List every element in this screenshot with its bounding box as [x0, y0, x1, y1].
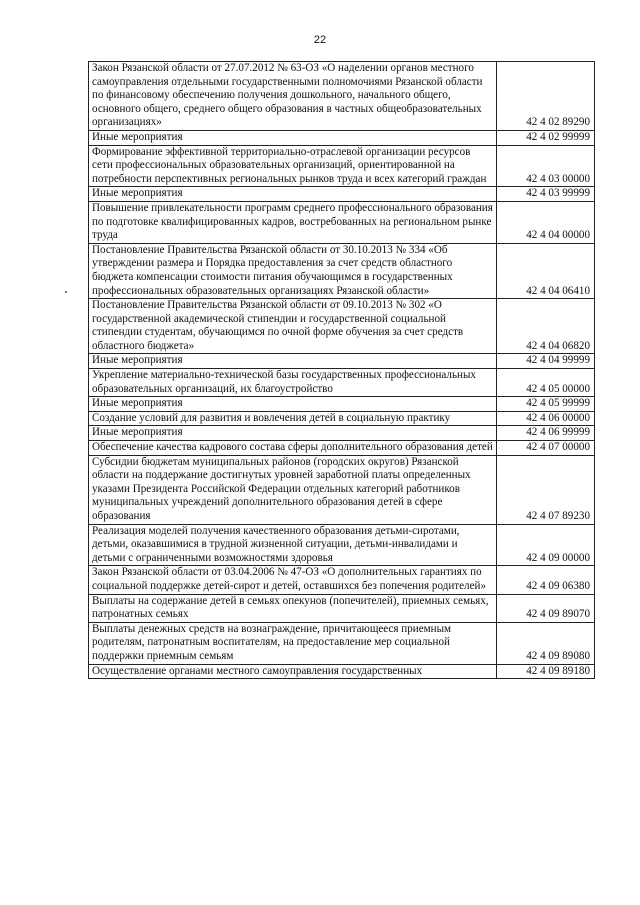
row-name: Формирование эффективной территориально-отраслевой организации ресурсов сети профессиональных образовательных организаций, ориентированной на потребности перспективных региональных рынков труда и всех категорий граждан [89, 145, 497, 187]
row-name: Создание условий для развития и вовлечения детей в социальную практику [89, 411, 497, 426]
row-name: Постановление Правительства Рязанской области от 30.10.2013 № 334 «Об утверждении размера и Порядка предоставления за счет средств областного бюджета компенсации стоимости питания обучающимся в государственных профессиональных образовательных организациях Рязанской области» [89, 243, 497, 298]
row-code: 42 4 04 99999 [497, 354, 595, 369]
row-name: Реализация моделей получения качественного образования детьми-сиротами, детьми, оказавшимися в трудной жизненной ситуации, детьми-инвалидами и детьми с ограниченными возможностями здоровья [89, 524, 497, 566]
row-code: 42 4 05 99999 [497, 397, 595, 412]
row-code: 42 4 07 89230 [497, 455, 595, 524]
page-number: 22 [313, 34, 327, 46]
row-code: 42 4 02 89290 [497, 62, 595, 131]
row-code: 42 4 06 00000 [497, 411, 595, 426]
row-name: Обеспечение качества кадрового состава сферы дополнительного образования детей [89, 441, 497, 456]
row-code: 42 4 03 00000 [497, 145, 595, 187]
row-name: Иные мероприятия [89, 130, 497, 145]
row-name: Укрепление материально-технической базы государственных профессиональных образовательных организаций, их благоустройство [89, 369, 497, 397]
table-row [89, 524, 595, 566]
table-row [89, 354, 595, 369]
row-code: 42 4 09 00000 [497, 524, 595, 566]
table-row [89, 566, 595, 594]
table-row [89, 664, 595, 679]
table-row [89, 622, 595, 664]
table-row [89, 62, 595, 131]
row-code: 42 4 07 00000 [497, 441, 595, 456]
table-row [89, 187, 595, 202]
row-code: 42 4 09 89070 [497, 594, 595, 622]
row-name: Осуществление органами местного самоуправления государственных [89, 664, 497, 679]
row-code: 42 4 06 99999 [497, 426, 595, 441]
table-row [89, 441, 595, 456]
table-row [89, 299, 595, 354]
table-row [89, 397, 595, 412]
table-row [89, 145, 595, 187]
row-code: 42 4 04 00000 [497, 201, 595, 243]
table-row [89, 426, 595, 441]
table-row [89, 411, 595, 426]
scan-speck [65, 291, 67, 293]
row-name: Постановление Правительства Рязанской области от 09.10.2013 № 302 «О государственной академической стипендии и государственной социальной стипендии студентам, обучающимся по очной форме обучения за счет средств областного бюджета» [89, 299, 497, 354]
row-code: 42 4 09 06380 [497, 566, 595, 594]
budget-classification-table [88, 61, 595, 679]
row-code: 42 4 05 00000 [497, 369, 595, 397]
row-name: Иные мероприятия [89, 397, 497, 412]
row-name: Выплаты на содержание детей в семьях опекунов (попечителей), приемных семьях, патронатных семьях [89, 594, 497, 622]
row-name: Повышение привлекательности программ среднего профессионального образования по подготовке квалифицированных кадров, востребованных на региональном рынке труда [89, 201, 497, 243]
table-row [89, 243, 595, 298]
row-name: Закон Рязанской области от 03.04.2006 № 47-ОЗ «О дополнительных гарантиях по социальной поддержке детей-сирот и детей, оставшихся без попечения родителей» [89, 566, 497, 594]
table-row [89, 201, 595, 243]
row-code: 42 4 02 99999 [497, 130, 595, 145]
row-code: 42 4 04 06820 [497, 299, 595, 354]
row-name: Закон Рязанской области от 27.07.2012 № 63-ОЗ «О наделении органов местного самоуправления отдельными государственными полномочиями Рязанской области по финансовому обеспечению получения дошкольного, начального общего, основного общего, среднего общего образования в частных общеобразовательных организациях» [89, 62, 497, 131]
row-name: Иные мероприятия [89, 187, 497, 202]
table-row [89, 594, 595, 622]
row-name: Иные мероприятия [89, 354, 497, 369]
row-name: Выплаты денежных средств на вознаграждение, причитающееся приемным родителям, патронатным воспитателям, на предоставление мер социальной поддержки приемным семьям [89, 622, 497, 664]
row-name: Иные мероприятия [89, 426, 497, 441]
row-code: 42 4 04 06410 [497, 243, 595, 298]
row-code: 42 4 03 99999 [497, 187, 595, 202]
table-row [89, 455, 595, 524]
row-name: Субсидии бюджетам муниципальных районов (городских округов) Рязанской области на поддержание достигнутых уровней заработной платы определенных указами Президента Российской Федерации отдельных категорий работников муниципальных учреждений дополнительного образования детей в сфере образования [89, 455, 497, 524]
table-row [89, 369, 595, 397]
row-code: 42 4 09 89080 [497, 622, 595, 664]
table-row [89, 130, 595, 145]
row-code: 42 4 09 89180 [497, 664, 595, 679]
